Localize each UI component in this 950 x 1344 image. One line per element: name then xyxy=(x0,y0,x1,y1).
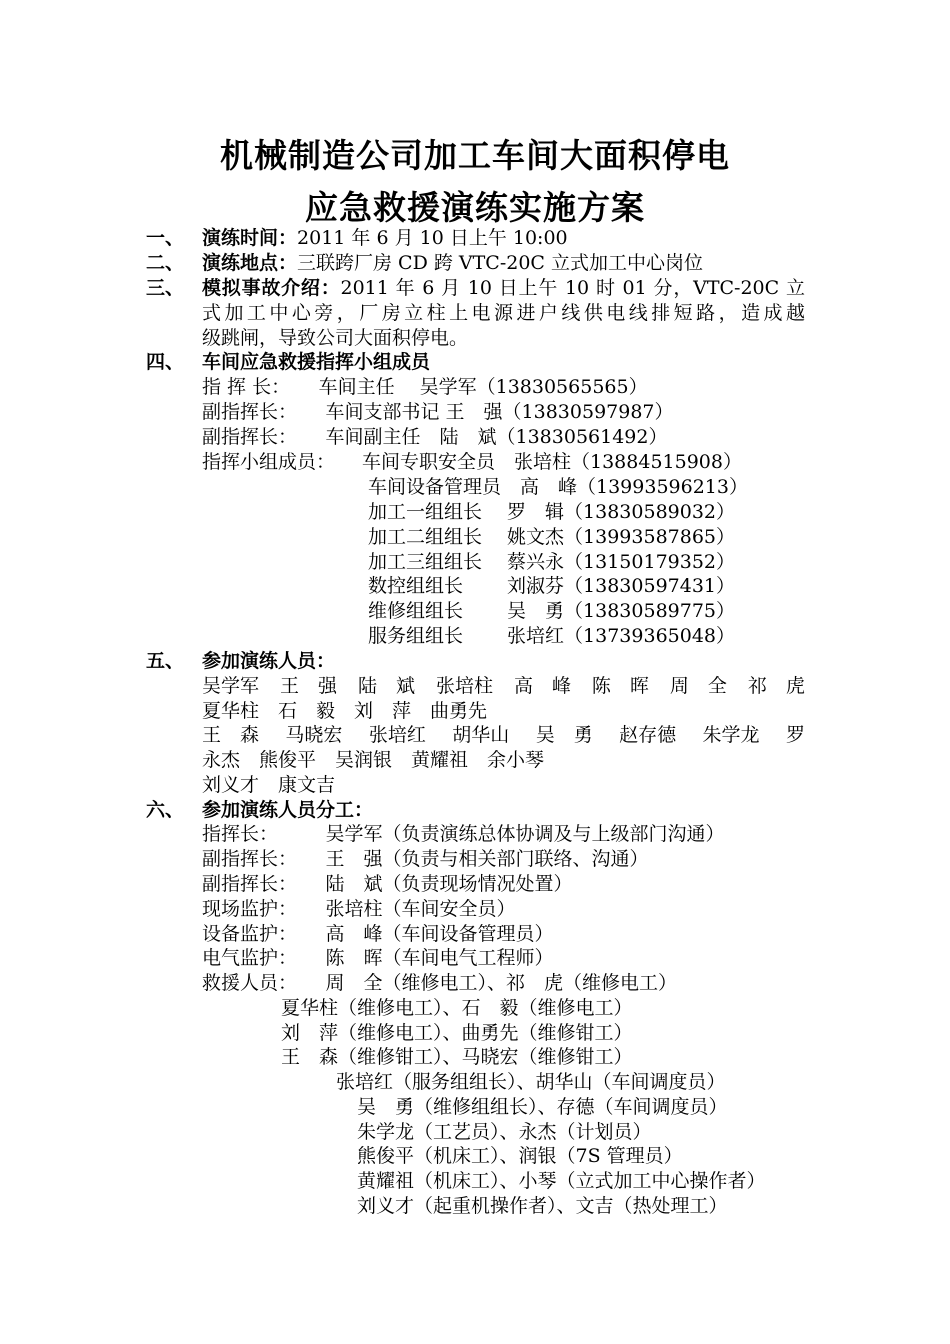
participant-name: 吴 勇 xyxy=(535,724,593,746)
group-member: 车间设备管理员 高 峰（13993596213） xyxy=(368,476,748,498)
participants-row: 永杰 熊俊平 吴润银 黄耀祖 余小琴 xyxy=(202,749,545,771)
participants-row xyxy=(202,723,805,748)
command-group-heading: 车间应急救援指挥小组成员 xyxy=(202,351,431,373)
role-line: 副指挥长： 陆 斌（负责现场情况处置） xyxy=(202,873,573,895)
participant-name: 王 森 xyxy=(202,724,260,746)
drill-location-value: 三联跨厂房 CD 跨 VTC-20C 立式加工中心岗位 xyxy=(297,252,704,274)
document-title-line2: 应急救援演练实施方案 xyxy=(305,188,645,227)
document-title-line1: 机械制造公司加工车间大面积停电 xyxy=(220,136,730,175)
participant-name: 赵存德 xyxy=(619,724,677,746)
section-number: 一、 xyxy=(146,227,185,249)
participant-name: 王 强 xyxy=(279,675,337,697)
role-line: 吴 勇（维修组组长）、存德（车间调度员） xyxy=(357,1096,728,1118)
group-member: 维修组组长 吴 勇（13830589775） xyxy=(368,600,736,622)
role-line: 副指挥长： 王 强（负责与相关部门联络、沟通） xyxy=(202,848,649,870)
participant-name: 陆 斌 xyxy=(357,675,415,697)
role-line: 王 森（维修钳工）、马晓宏（维修钳工） xyxy=(281,1046,633,1068)
participants-row xyxy=(202,674,805,699)
section-number: 六、 xyxy=(146,799,185,821)
deputy-commander-line: 副指挥长： 车间支部书记 王 强（13830597987） xyxy=(202,401,674,423)
group-member: 加工三组组长 蔡兴永（13150179352） xyxy=(368,551,736,573)
role-line: 指挥长： 吴学军（负责演练总体协调及与上级部门沟通） xyxy=(202,823,725,845)
participant-name: 陈 晖 xyxy=(591,675,649,697)
drill-time xyxy=(202,226,568,251)
participants-row: 夏华柱 石 毅 刘 萍 曲勇先 xyxy=(202,700,488,722)
drill-location xyxy=(202,251,703,276)
role-line: 熊俊平（机床工）、润银（7S 管理员） xyxy=(357,1145,683,1167)
participant-name: 祁 虎 xyxy=(747,675,805,697)
role-line: 刘 萍（维修电工）、曲勇先（维修钳工） xyxy=(281,1022,633,1044)
role-line: 救援人员： 周 全（维修电工）、祁 虎（维修电工） xyxy=(202,972,678,994)
role-line: 现场监护： 张培柱（车间安全员） xyxy=(202,898,516,920)
accident-intro-line3: 级跳闸，导致公司大面积停电。 xyxy=(202,327,469,349)
participant-name: 张培柱 xyxy=(435,675,493,697)
group-member: 车间专职安全员 张培柱（13884515908） xyxy=(362,451,742,473)
participant-name: 罗 xyxy=(785,724,805,746)
group-member: 加工一组组长 罗 辑（13830589032） xyxy=(368,501,736,523)
participant-name: 周 全 xyxy=(669,675,727,697)
section-number: 四、 xyxy=(146,351,185,373)
participant-name: 高 峰 xyxy=(513,675,571,697)
commander-line: 指 挥 长： 车间主任 吴学军（13830565565） xyxy=(202,376,648,398)
accident-intro xyxy=(202,276,805,301)
section-number: 二、 xyxy=(146,252,185,274)
drill-location-label: 演练地点： xyxy=(202,252,298,274)
group-member: 加工二组组长 姚文杰（13993587865） xyxy=(368,526,736,548)
group-member: 服务组组长 张培红（13739365048） xyxy=(368,625,736,647)
participant-name: 张培红 xyxy=(368,724,426,746)
roles-heading: 参加演练人员分工： xyxy=(202,799,374,821)
drill-time-value: 2011 年 6 月 10 日上午 10:00 xyxy=(297,227,568,249)
role-line: 黄耀祖（机床工）、小琴（立式加工中心操作者） xyxy=(357,1170,766,1192)
participant-name: 胡华山 xyxy=(452,724,510,746)
role-line: 刘义才（起重机操作者）、文吉（热处理工） xyxy=(357,1195,728,1217)
section-number: 三、 xyxy=(146,277,185,299)
role-line: 朱学龙（工艺员）、永杰（计划员） xyxy=(357,1121,652,1143)
participants-heading: 参加演练人员： xyxy=(202,650,336,672)
drill-time-label: 演练时间： xyxy=(202,227,298,249)
participant-name: 吴学军 xyxy=(202,675,260,697)
role-line: 电气监护： 陈 晖（车间电气工程师） xyxy=(202,947,554,969)
role-line: 夏华柱（维修电工）、石 毅（维修电工） xyxy=(281,997,633,1019)
participant-name: 朱学龙 xyxy=(702,724,760,746)
group-members-label: 指挥小组成员： xyxy=(202,451,336,473)
accident-intro-line2: 式加工中心旁，厂房立柱上电源进户线供电线排短路，造成越 xyxy=(202,302,805,324)
accident-intro-label: 模拟事故介绍： xyxy=(202,277,341,299)
section-number: 五、 xyxy=(146,650,185,672)
group-member: 数控组组长 刘淑芬（13830597431） xyxy=(368,575,736,597)
accident-intro-line1: 2011 年 6 月 10 日上午 10 时 01 分，VTC-20C 立 xyxy=(340,277,805,299)
participants-row: 刘义才 康文吉 xyxy=(202,774,336,796)
participant-name: 马晓宏 xyxy=(285,724,343,746)
deputy-commander-line: 副指挥长： 车间副主任 陆 斌（13830561492） xyxy=(202,426,668,448)
role-line: 张培红（服务组组长）、胡华山（车间调度员） xyxy=(336,1071,726,1093)
role-line: 设备监护： 高 峰（车间设备管理员） xyxy=(202,923,554,945)
